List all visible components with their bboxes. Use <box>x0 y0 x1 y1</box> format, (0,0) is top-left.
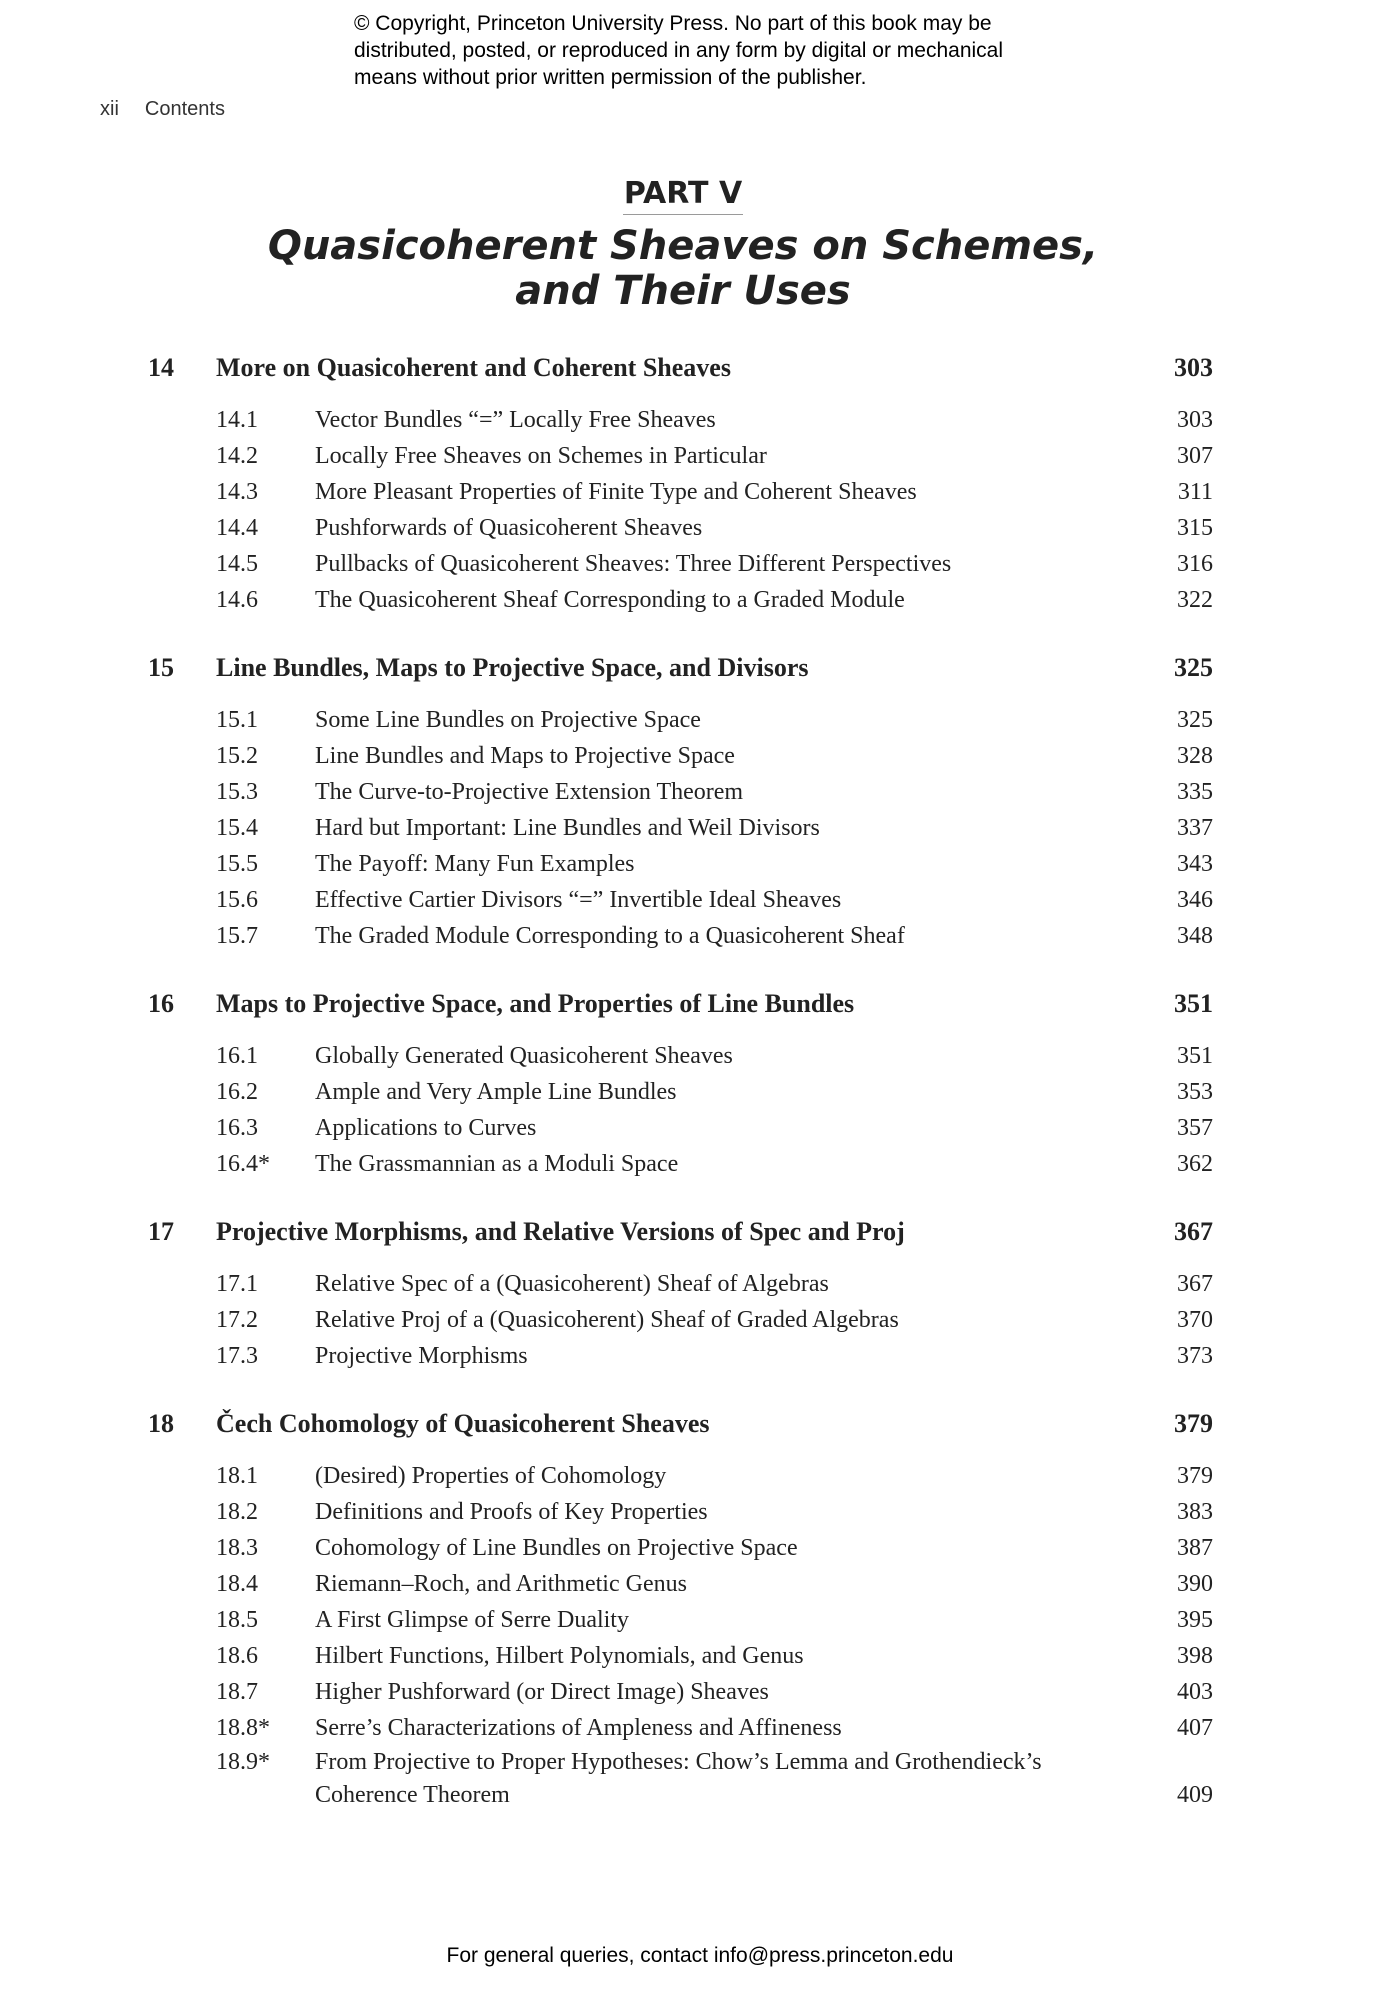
section-number: 15.4 <box>216 815 258 841</box>
section-page-number: 315 <box>1177 515 1213 541</box>
section-title-line: Pushforwards of Quasicoherent Sheaves <box>315 515 703 541</box>
section-entry[interactable] <box>148 918 1213 954</box>
section-title-line: Coherence Theorem <box>315 1782 510 1808</box>
part-heading <box>0 176 1366 215</box>
section-page-number: 353 <box>1177 1079 1213 1105</box>
section-title-line: More Pleasant Properties of Finite Type and Coherent Sheaves <box>315 479 917 505</box>
section-title <box>315 438 1143 474</box>
section-number: 16.4* <box>216 1151 270 1177</box>
chapter-page-number: 379 <box>1174 1409 1213 1438</box>
section-entry[interactable] <box>148 1674 1213 1710</box>
section-title <box>315 582 1143 618</box>
chapter-page-number: 325 <box>1174 653 1213 682</box>
section-entry[interactable] <box>148 510 1213 546</box>
section-entry[interactable] <box>148 546 1213 582</box>
section-number: 17.1 <box>216 1271 258 1297</box>
chapter-page-number: 303 <box>1174 353 1213 382</box>
section-number: 18.8* <box>216 1715 270 1741</box>
section-page-number: 395 <box>1177 1607 1213 1633</box>
section-page-number: 343 <box>1177 851 1213 877</box>
section-number: 18.1 <box>216 1463 258 1489</box>
section-title-line: Line Bundles and Maps to Projective Space <box>315 743 735 769</box>
section-list <box>148 402 1213 618</box>
section-title <box>315 1638 1143 1674</box>
section-entry[interactable] <box>148 1710 1213 1746</box>
chapter-title: Line Bundles, Maps to Projective Space, and Divisors <box>216 653 809 682</box>
section-page-number: 379 <box>1177 1463 1213 1489</box>
section-number: 14.5 <box>216 551 258 577</box>
section-title <box>315 738 1143 774</box>
section-entry[interactable] <box>148 402 1213 438</box>
section-title-line: Hard but Important: Line Bundles and Weil Divisors <box>315 815 820 841</box>
section-title <box>315 546 1143 582</box>
section-title-line: (Desired) Properties of Cohomology <box>315 1463 667 1489</box>
section-number: 14.1 <box>216 407 258 433</box>
section-number: 18.5 <box>216 1607 258 1633</box>
section-title <box>315 1746 1143 1812</box>
section-page-number: 322 <box>1177 587 1213 613</box>
section-page-number: 346 <box>1177 887 1213 913</box>
section-entry[interactable] <box>148 882 1213 918</box>
section-page-number: 387 <box>1177 1535 1213 1561</box>
section-title-line: The Graded Module Corresponding to a Quasicoherent Sheaf <box>315 923 905 949</box>
section-entry[interactable] <box>148 1038 1213 1074</box>
section-title-line: Serre’s Characterizations of Ampleness and Affineness <box>315 1715 842 1741</box>
section-title-line: Effective Cartier Divisors “=” Invertible Ideal Sheaves <box>315 887 842 913</box>
section-page-number: 370 <box>1177 1307 1213 1333</box>
chapter-title: Čech Cohomology of Quasicoherent Sheaves <box>216 1409 710 1438</box>
section-number: 14.2 <box>216 443 258 469</box>
chapter-number: 18 <box>148 1409 174 1438</box>
section-title-line: Globally Generated Quasicoherent Sheaves <box>315 1043 733 1069</box>
section-page-number: 367 <box>1177 1271 1213 1297</box>
section-entry[interactable] <box>148 1146 1213 1182</box>
section-list <box>148 1458 1213 1812</box>
copyright-line: distributed, posted, or reproduced in any form by digital or mechanical <box>354 39 1004 62</box>
section-title-line: Relative Proj of a (Quasicoherent) Sheaf of Graded Algebras <box>315 1307 899 1333</box>
section-title <box>315 1674 1143 1710</box>
section-entry[interactable] <box>148 1302 1213 1338</box>
section-title <box>315 1038 1143 1074</box>
section-entry[interactable] <box>148 846 1213 882</box>
section-title-line: Locally Free Sheaves on Schemes in Particular <box>315 443 767 469</box>
section-page-number: 357 <box>1177 1115 1213 1141</box>
section-page-number: 337 <box>1177 815 1213 841</box>
section-entry[interactable] <box>148 438 1213 474</box>
section-page-number: 373 <box>1177 1343 1213 1369</box>
section-title <box>315 510 1143 546</box>
section-title-line: Projective Morphisms <box>315 1343 528 1369</box>
chapter-number: 17 <box>148 1217 174 1246</box>
page-number: xii <box>100 98 119 120</box>
chapter-title: More on Quasicoherent and Coherent Sheaves <box>216 353 731 382</box>
section-title-line: Relative Spec of a (Quasicoherent) Sheaf of Algebras <box>315 1271 829 1297</box>
section-title-line: Ample and Very Ample Line Bundles <box>315 1079 677 1105</box>
section-title <box>315 1530 1143 1566</box>
section-title <box>315 882 1143 918</box>
section-entry[interactable] <box>148 738 1213 774</box>
section-page-number: 409 <box>1177 1782 1213 1808</box>
section-title-line: The Quasicoherent Sheaf Corresponding to a Graded Module <box>315 587 905 613</box>
chapter-number: 16 <box>148 989 174 1018</box>
section-number: 18.6 <box>216 1643 258 1669</box>
section-entry[interactable] <box>148 474 1213 510</box>
section-title-line: Hilbert Functions, Hilbert Polynomials, and Genus <box>315 1643 804 1669</box>
section-title <box>315 1710 1143 1746</box>
section-title-line: Riemann–Roch, and Arithmetic Genus <box>315 1571 687 1597</box>
chapter-entry[interactable] <box>148 982 1213 1026</box>
section-page-number: 362 <box>1177 1151 1213 1177</box>
section-entry[interactable] <box>148 1266 1213 1302</box>
section-title-line: Vector Bundles “=” Locally Free Sheaves <box>315 407 716 433</box>
section-page-number: 348 <box>1177 923 1213 949</box>
section-number: 14.4 <box>216 515 258 541</box>
section-number: 15.5 <box>216 851 258 877</box>
section-title <box>315 1146 1143 1182</box>
section-list <box>148 702 1213 954</box>
chapter-title: Maps to Projective Space, and Properties of Line Bundles <box>216 989 855 1018</box>
section-number: 16.1 <box>216 1043 258 1069</box>
section-entry[interactable] <box>148 1338 1213 1374</box>
section-title <box>315 402 1143 438</box>
section-entry[interactable] <box>148 1566 1213 1602</box>
section-entry[interactable] <box>148 1110 1213 1146</box>
toc-chapter <box>148 346 1213 618</box>
section-number: 17.3 <box>216 1343 258 1369</box>
section-title <box>315 702 1143 738</box>
section-title <box>315 1458 1143 1494</box>
section-entry[interactable] <box>148 702 1213 738</box>
section-number: 16.2 <box>216 1079 258 1105</box>
section-page-number: 383 <box>1177 1499 1213 1525</box>
copyright-line: means without prior written permission of the publisher. <box>354 66 867 89</box>
footer-contact: For general queries, contact info@press.princeton.edu <box>446 1944 954 1967</box>
copyright-notice <box>354 10 1114 91</box>
section-number: 18.2 <box>216 1499 258 1525</box>
chapter-entry[interactable] <box>148 1210 1213 1254</box>
section-title <box>315 1074 1143 1110</box>
section-page-number: 311 <box>1177 479 1213 505</box>
section-page-number: 335 <box>1177 779 1213 805</box>
section-page-number: 398 <box>1177 1643 1213 1669</box>
section-entry[interactable] <box>148 1458 1213 1494</box>
section-entry[interactable] <box>148 774 1213 810</box>
section-number: 14.3 <box>216 479 258 505</box>
chapter-number: 15 <box>148 653 174 682</box>
chapter-page-number: 367 <box>1174 1217 1213 1246</box>
section-list <box>148 1038 1213 1182</box>
section-title <box>315 1302 1143 1338</box>
section-title-line: A First Glimpse of Serre Duality <box>315 1607 629 1633</box>
section-entry[interactable] <box>148 1530 1213 1566</box>
section-title-line: Pullbacks of Quasicoherent Sheaves: Three Different Perspectives <box>315 551 952 577</box>
section-title <box>315 1110 1143 1146</box>
section-entry[interactable] <box>148 1074 1213 1110</box>
section-number: 14.6 <box>216 587 258 613</box>
section-page-number: 407 <box>1177 1715 1213 1741</box>
section-page-number: 351 <box>1177 1043 1213 1069</box>
section-number: 18.3 <box>216 1535 258 1561</box>
table-of-contents <box>148 346 1213 1840</box>
section-title <box>315 774 1143 810</box>
section-number: 15.3 <box>216 779 258 805</box>
part-label: PART V <box>623 176 743 215</box>
section-entry[interactable] <box>148 1494 1213 1530</box>
section-title <box>315 846 1143 882</box>
section-title-line: The Curve-to-Projective Extension Theorem <box>315 779 744 805</box>
section-page-number: 403 <box>1177 1679 1213 1705</box>
section-number: 15.1 <box>216 707 258 733</box>
section-title-line: Cohomology of Line Bundles on Projective Space <box>315 1535 798 1561</box>
chapter-page-number: 351 <box>1174 989 1213 1018</box>
section-title <box>315 918 1143 954</box>
section-title-line: Definitions and Proofs of Key Properties <box>315 1499 708 1525</box>
toc-chapter <box>148 1210 1213 1374</box>
section-page-number: 390 <box>1177 1571 1213 1597</box>
section-number: 15.7 <box>216 923 258 949</box>
section-title-line: The Grassmannian as a Moduli Space <box>315 1151 679 1177</box>
section-list <box>148 1266 1213 1374</box>
section-number: 16.3 <box>216 1115 258 1141</box>
section-title-line: The Payoff: Many Fun Examples <box>315 851 635 877</box>
section-page-number: 328 <box>1177 743 1213 769</box>
section-page-number: 303 <box>1177 407 1213 433</box>
section-page-number: 325 <box>1177 707 1213 733</box>
part-title-line: and Their Uses <box>515 268 851 314</box>
section-number: 18.7 <box>216 1679 258 1705</box>
chapter-title: Projective Morphisms, and Relative Versions of Spec and Proj <box>216 1217 905 1246</box>
section-number: 17.2 <box>216 1307 258 1333</box>
section-number: 18.9* <box>216 1749 270 1775</box>
section-title <box>315 1266 1143 1302</box>
section-title-line: Applications to Curves <box>315 1115 537 1141</box>
section-page-number: 316 <box>1177 551 1213 577</box>
section-title <box>315 474 1143 510</box>
toc-chapter <box>148 982 1213 1182</box>
toc-chapter <box>148 1402 1213 1812</box>
part-title <box>0 224 1366 314</box>
section-number: 15.2 <box>216 743 258 769</box>
section-number: 15.6 <box>216 887 258 913</box>
section-title <box>315 1602 1143 1638</box>
section-entry[interactable] <box>148 1746 1213 1812</box>
running-head <box>100 98 225 121</box>
section-title <box>315 1338 1143 1374</box>
section-entry[interactable] <box>148 1638 1213 1674</box>
section-title <box>315 810 1143 846</box>
section-number: 18.4 <box>216 1571 258 1597</box>
part-title-line: Quasicoherent Sheaves on Schemes, <box>267 223 1099 269</box>
section-title <box>315 1566 1143 1602</box>
section-entry[interactable] <box>148 582 1213 618</box>
section-title-line: Some Line Bundles on Projective Space <box>315 707 701 733</box>
section-page-number: 307 <box>1177 443 1213 469</box>
chapter-entry[interactable] <box>148 346 1213 390</box>
toc-chapter <box>148 646 1213 954</box>
section-title-line: Higher Pushforward (or Direct Image) Sheaves <box>315 1679 769 1705</box>
copyright-line: © Copyright, Princeton University Press. No part of this book may be <box>354 12 992 35</box>
section-entry[interactable] <box>148 1602 1213 1638</box>
section-title <box>315 1494 1143 1530</box>
chapter-entry[interactable] <box>148 646 1213 690</box>
section-title-line: From Projective to Proper Hypotheses: Chow’s Lemma and Grothendieck’s <box>315 1749 1042 1775</box>
section-entry[interactable] <box>148 810 1213 846</box>
chapter-number: 14 <box>148 353 174 382</box>
chapter-entry[interactable] <box>148 1402 1213 1446</box>
running-head-section: Contents <box>144 98 225 120</box>
